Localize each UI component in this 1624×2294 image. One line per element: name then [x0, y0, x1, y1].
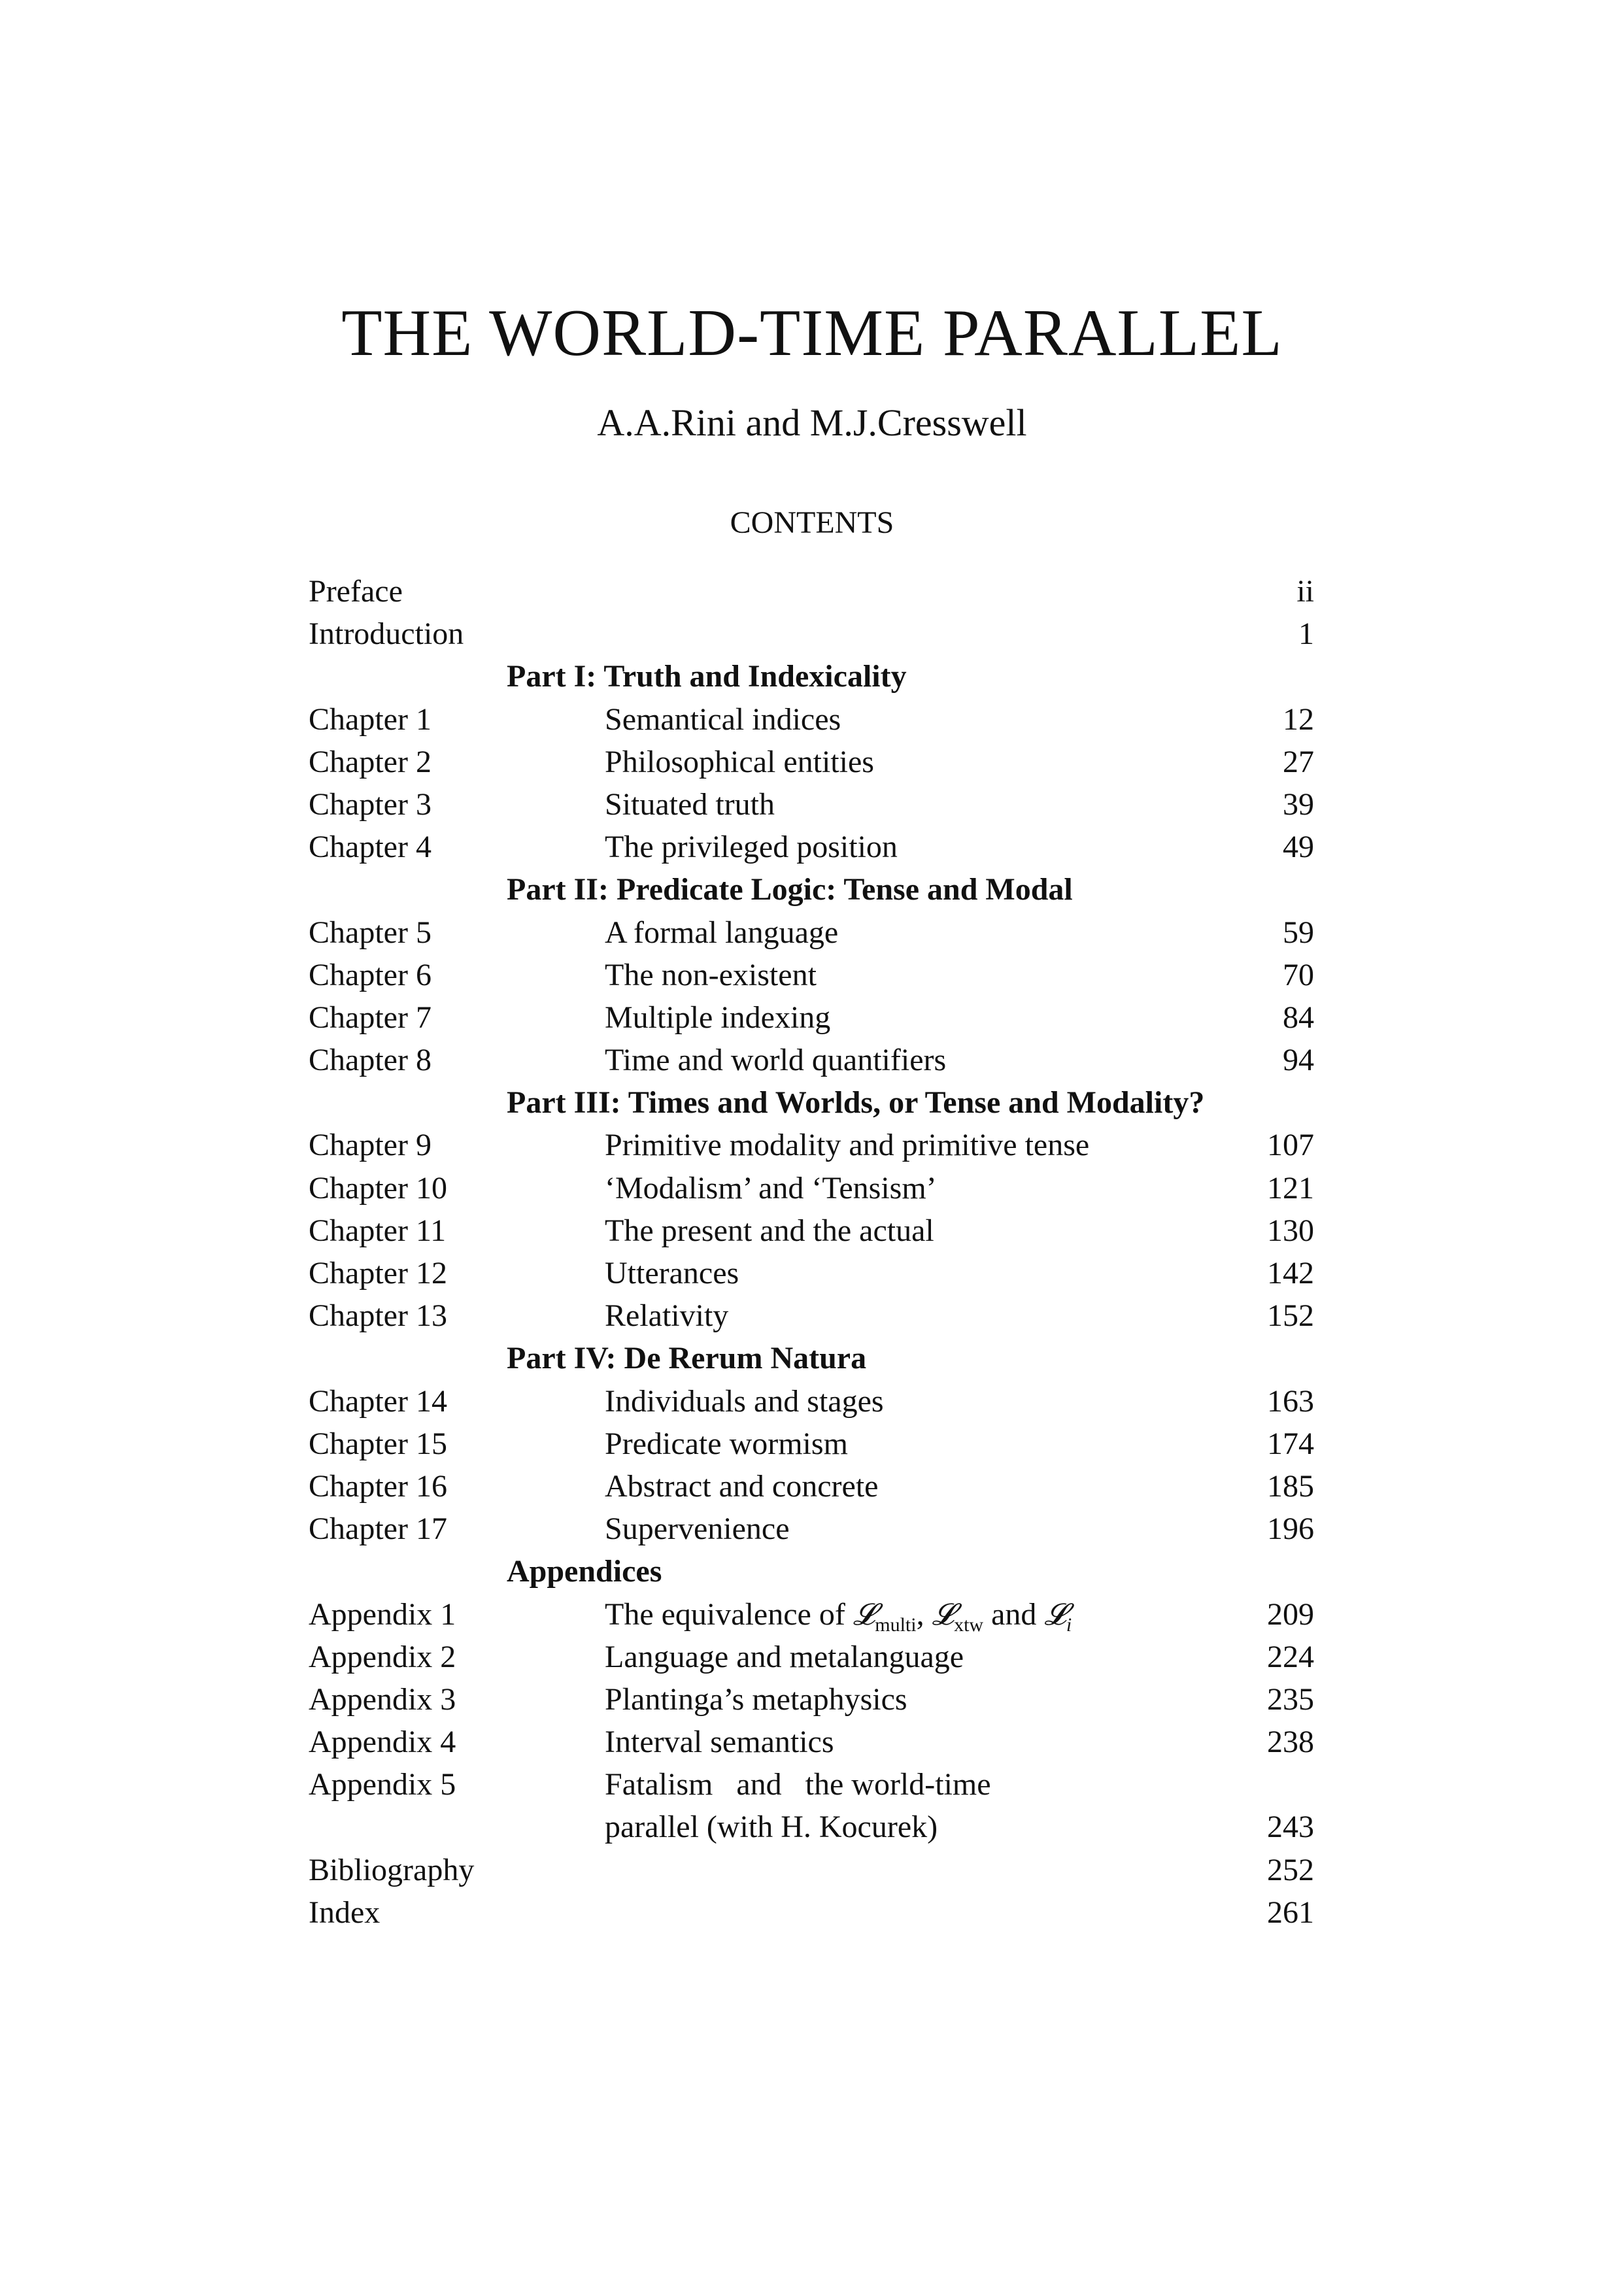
toc-page-number: 70	[1283, 957, 1314, 992]
toc-entry-label: Appendix 4	[309, 1725, 456, 1760]
toc-entry-label: Chapter 8	[309, 1043, 431, 1078]
toc-entry-label: Introduction	[309, 616, 464, 652]
toc-entry-chapter-16[interactable]	[309, 1465, 1321, 1508]
toc-entry-chapter-8[interactable]	[309, 1039, 1321, 1081]
part-heading-4	[309, 1337, 1321, 1379]
toc-page-number: 84	[1283, 1000, 1314, 1035]
script-l-symbol: 𝓛	[853, 1596, 875, 1632]
toc-page-number: 107	[1267, 1128, 1314, 1163]
toc-entry-title: Abstract and concrete	[605, 1468, 879, 1504]
toc-page-number: ii	[1296, 574, 1314, 609]
toc-entry-label: Bibliography	[309, 1852, 475, 1887]
title-prefix: The equivalence of	[605, 1596, 853, 1632]
part-title: Part IV: De Rerum Natura	[507, 1341, 867, 1376]
toc-entry-title: Predicate wormism	[605, 1426, 848, 1461]
toc-entry-label: Appendix 1	[309, 1596, 456, 1632]
part-title: Part I: Truth and Indexicality	[507, 659, 907, 694]
toc-entry-title: Interval semantics	[605, 1725, 834, 1760]
toc-entry-label: Index	[309, 1895, 381, 1930]
toc-entry-chapter-10[interactable]	[309, 1167, 1321, 1209]
toc-entry-chapter-5[interactable]	[309, 911, 1321, 954]
part-title: Appendices	[507, 1554, 662, 1589]
toc-entry-title: Fatalism and the world-time	[605, 1767, 991, 1802]
toc-page-number: 209	[1267, 1596, 1314, 1632]
toc-entry-chapter-1[interactable]	[309, 698, 1321, 741]
toc-page-number: 185	[1267, 1468, 1314, 1504]
toc-page-number: 224	[1267, 1639, 1314, 1674]
script-l-symbol: 𝓛	[932, 1596, 955, 1632]
toc-page-number: 49	[1283, 830, 1314, 865]
part-heading-1	[309, 655, 1321, 698]
toc-entry-title-continued: parallel (with H. Kocurek)	[605, 1810, 938, 1845]
toc-page-number: 27	[1283, 744, 1314, 779]
toc-page-number: 142	[1267, 1256, 1314, 1290]
toc-entry-chapter-2[interactable]	[309, 741, 1321, 783]
toc-entry-title: Situated truth	[605, 786, 775, 822]
toc-page-number: 1	[1298, 616, 1314, 652]
toc-entry-appendix-1[interactable]	[309, 1593, 1321, 1636]
toc-entry-title: Utterances	[605, 1256, 739, 1290]
toc-entry-label: Chapter 5	[309, 915, 431, 950]
subscript-multi: multi	[875, 1613, 917, 1636]
appendices-heading	[309, 1550, 1321, 1593]
toc-entry-chapter-17[interactable]	[309, 1508, 1321, 1550]
book-title: THE WORLD-TIME PARALLEL	[341, 296, 1283, 370]
toc-entry-label: Chapter 14	[309, 1383, 447, 1419]
toc-entry-label: Chapter 9	[309, 1128, 431, 1163]
toc-entry-title: The present and the actual	[605, 1213, 934, 1248]
toc-entry-label: Chapter 15	[309, 1426, 447, 1461]
toc-entry-title: Plantinga’s metaphysics	[605, 1681, 907, 1717]
toc-page-number: 235	[1267, 1681, 1314, 1717]
toc-entry-label: Chapter 13	[309, 1298, 447, 1334]
table-of-contents	[309, 570, 1321, 1934]
toc-entry-introduction[interactable]	[309, 613, 1321, 655]
contents-heading: CONTENTS	[730, 505, 894, 540]
part-title: Part III: Times and Worlds, or Tense and Modality?	[507, 1085, 1205, 1121]
toc-page-number: 174	[1267, 1426, 1314, 1461]
toc-entry-bibliography[interactable]	[309, 1849, 1321, 1891]
toc-entry-chapter-15[interactable]	[309, 1423, 1321, 1465]
toc-entry-chapter-13[interactable]	[309, 1294, 1321, 1337]
toc-page-number: 243	[1267, 1810, 1314, 1845]
toc-entry-title: Individuals and stages	[605, 1383, 884, 1419]
toc-entry-label: Chapter 17	[309, 1511, 447, 1547]
toc-page-number: 39	[1283, 786, 1314, 822]
comma: ,	[916, 1596, 924, 1632]
toc-page-number: 152	[1267, 1298, 1314, 1334]
toc-page-number: 130	[1267, 1213, 1314, 1248]
toc-entry-title: Primitive modality and primitive tense	[605, 1128, 1090, 1163]
part-heading-3	[309, 1081, 1321, 1124]
toc-entry-chapter-12[interactable]	[309, 1252, 1321, 1294]
toc-entry-title: A formal language	[605, 915, 839, 950]
toc-entry-appendix-3[interactable]	[309, 1678, 1321, 1721]
toc-entry-label: Chapter 7	[309, 1000, 431, 1035]
toc-entry-title: ‘Modalism’ and ‘Tensism’	[605, 1170, 937, 1206]
toc-page-number: 94	[1283, 1043, 1314, 1078]
subscript-xtw: xtw	[954, 1613, 984, 1636]
toc-page-number: 163	[1267, 1383, 1314, 1419]
toc-entry-chapter-11[interactable]	[309, 1209, 1321, 1252]
toc-entry-label: Chapter 16	[309, 1468, 447, 1504]
toc-entry-title: Time and world quantifiers	[605, 1043, 947, 1078]
toc-entry-title: Relativity	[605, 1298, 729, 1334]
script-l-symbol: 𝓛	[1044, 1596, 1066, 1632]
toc-entry-chapter-9[interactable]	[309, 1124, 1321, 1166]
book-authors: A.A.Rini and M.J.Cresswell	[597, 401, 1027, 444]
part-title: Part II: Predicate Logic: Tense and Modal	[507, 872, 1073, 907]
toc-entry-chapter-14[interactable]	[309, 1380, 1321, 1423]
toc-page-number: 12	[1283, 701, 1314, 737]
toc-entry-title: The privileged position	[605, 830, 898, 865]
toc-entry-label: Chapter 10	[309, 1170, 447, 1206]
toc-entry-label: Preface	[309, 574, 403, 609]
toc-page-number: 238	[1267, 1725, 1314, 1760]
toc-entry-appendix-4[interactable]	[309, 1721, 1321, 1763]
and-text: and	[983, 1596, 1045, 1632]
toc-entry-chapter-4[interactable]	[309, 826, 1321, 868]
toc-entry-label: Chapter 11	[309, 1213, 447, 1248]
toc-entry-title: Supervenience	[605, 1511, 790, 1547]
toc-entry-title: Multiple indexing	[605, 1000, 831, 1035]
toc-entry-label: Chapter 4	[309, 830, 431, 865]
toc-entry-chapter-7[interactable]	[309, 996, 1321, 1039]
toc-entry-chapter-6[interactable]	[309, 954, 1321, 996]
toc-entry-chapter-3[interactable]	[309, 783, 1321, 826]
toc-page-number: 59	[1283, 915, 1314, 950]
toc-entry-label: Chapter 2	[309, 744, 431, 779]
toc-entry-label: Chapter 3	[309, 786, 431, 822]
toc-entry-title: Semantical indices	[605, 701, 841, 737]
toc-page-number: 196	[1267, 1511, 1314, 1547]
toc-entry-label: Chapter 1	[309, 701, 431, 737]
toc-entry-title: Philosophical entities	[605, 744, 874, 779]
toc-page-number: 261	[1267, 1895, 1314, 1930]
toc-entry-label: Chapter 12	[309, 1256, 447, 1290]
toc-entry-title: Language and metalanguage	[605, 1639, 964, 1674]
toc-page-number: 121	[1267, 1170, 1314, 1206]
toc-entry-title: The non-existent	[605, 957, 817, 992]
part-heading-2	[309, 868, 1321, 911]
toc-entry-appendix-5[interactable]	[309, 1763, 1321, 1806]
subscript-i: i	[1066, 1613, 1072, 1636]
toc-entry-label: Appendix 2	[309, 1639, 456, 1674]
toc-entry-index[interactable]	[309, 1891, 1321, 1934]
toc-entry-label: Appendix 5	[309, 1767, 456, 1802]
toc-page-number: 252	[1267, 1852, 1314, 1887]
toc-entry-label: Appendix 3	[309, 1681, 456, 1717]
toc-entry-appendix-2[interactable]	[309, 1636, 1321, 1678]
toc-entry-appendix-5-continued[interactable]	[309, 1806, 1321, 1848]
toc-entry-label: Chapter 6	[309, 957, 431, 992]
toc-entry-preface[interactable]	[309, 570, 1321, 613]
